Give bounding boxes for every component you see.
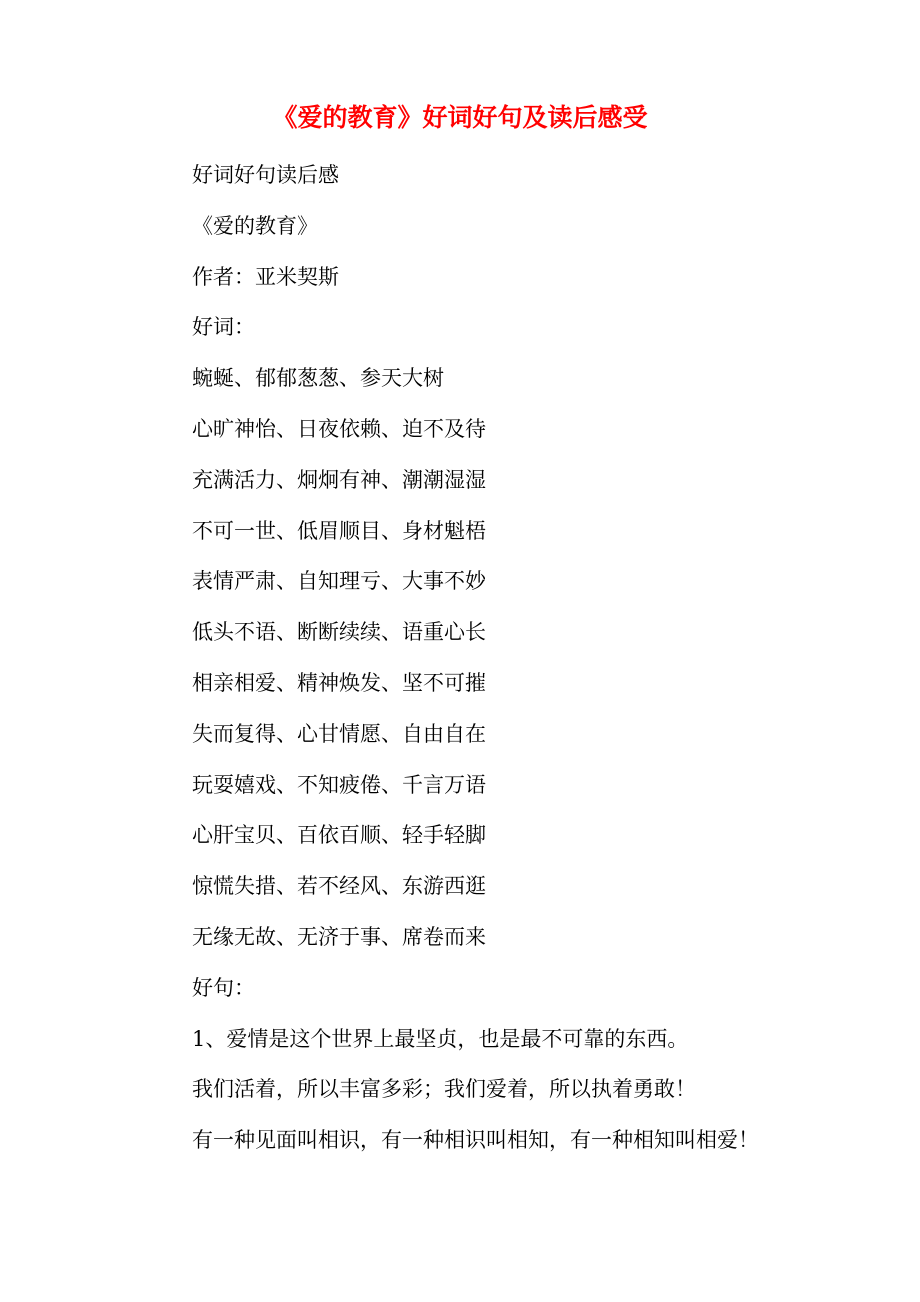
section-heading-words: 好词： bbox=[192, 315, 255, 340]
section-heading-sentences: 好句： bbox=[192, 975, 255, 1000]
word-list-line: 不可一世、低眉顺目、身材魁梧 bbox=[192, 518, 486, 543]
word-list-line: 表情严肃、自知理亏、大事不妙 bbox=[192, 569, 486, 594]
sentence-line: 1、爱情是这个世界上最坚贞，也是最不可靠的东西。 bbox=[192, 1026, 689, 1051]
word-list-line: 心旷神怡、日夜依赖、迫不及待 bbox=[192, 416, 486, 441]
word-list-line: 惊慌失措、若不经风、东游西逛 bbox=[192, 874, 486, 899]
word-list-line: 低头不语、断断续续、语重心长 bbox=[192, 620, 486, 645]
word-list-line: 失而复得、心甘情愿、自由自在 bbox=[192, 721, 486, 746]
word-list-line: 玩耍嬉戏、不知疲倦、千言万语 bbox=[192, 772, 486, 797]
text-line: 《爱的教育》 bbox=[192, 213, 318, 238]
word-list-line: 无缘无故、无济于事、席卷而来 bbox=[192, 924, 486, 949]
document-title: 《爱的教育》好词好句及读后感受 bbox=[272, 103, 648, 132]
sentence-line: 有一种见面叫相识，有一种相识叫相知，有一种相知叫相爱！ bbox=[192, 1128, 759, 1153]
word-list-line: 心肝宝贝、百依百顺、轻手轻脚 bbox=[192, 823, 486, 848]
word-list-line: 蜿蜒、郁郁葱葱、参天大树 bbox=[192, 366, 444, 391]
sentence-line: 我们活着，所以丰富多彩；我们爱着，所以执着勇敢！ bbox=[192, 1077, 696, 1102]
word-list-line: 充满活力、炯炯有神、潮潮湿湿 bbox=[192, 467, 486, 492]
word-list-line: 相亲相爱、精神焕发、坚不可摧 bbox=[192, 670, 486, 695]
text-line: 好词好句读后感 bbox=[192, 163, 339, 187]
text-line: 作者：亚米契斯 bbox=[192, 264, 339, 289]
document-body bbox=[192, 150, 892, 1166]
